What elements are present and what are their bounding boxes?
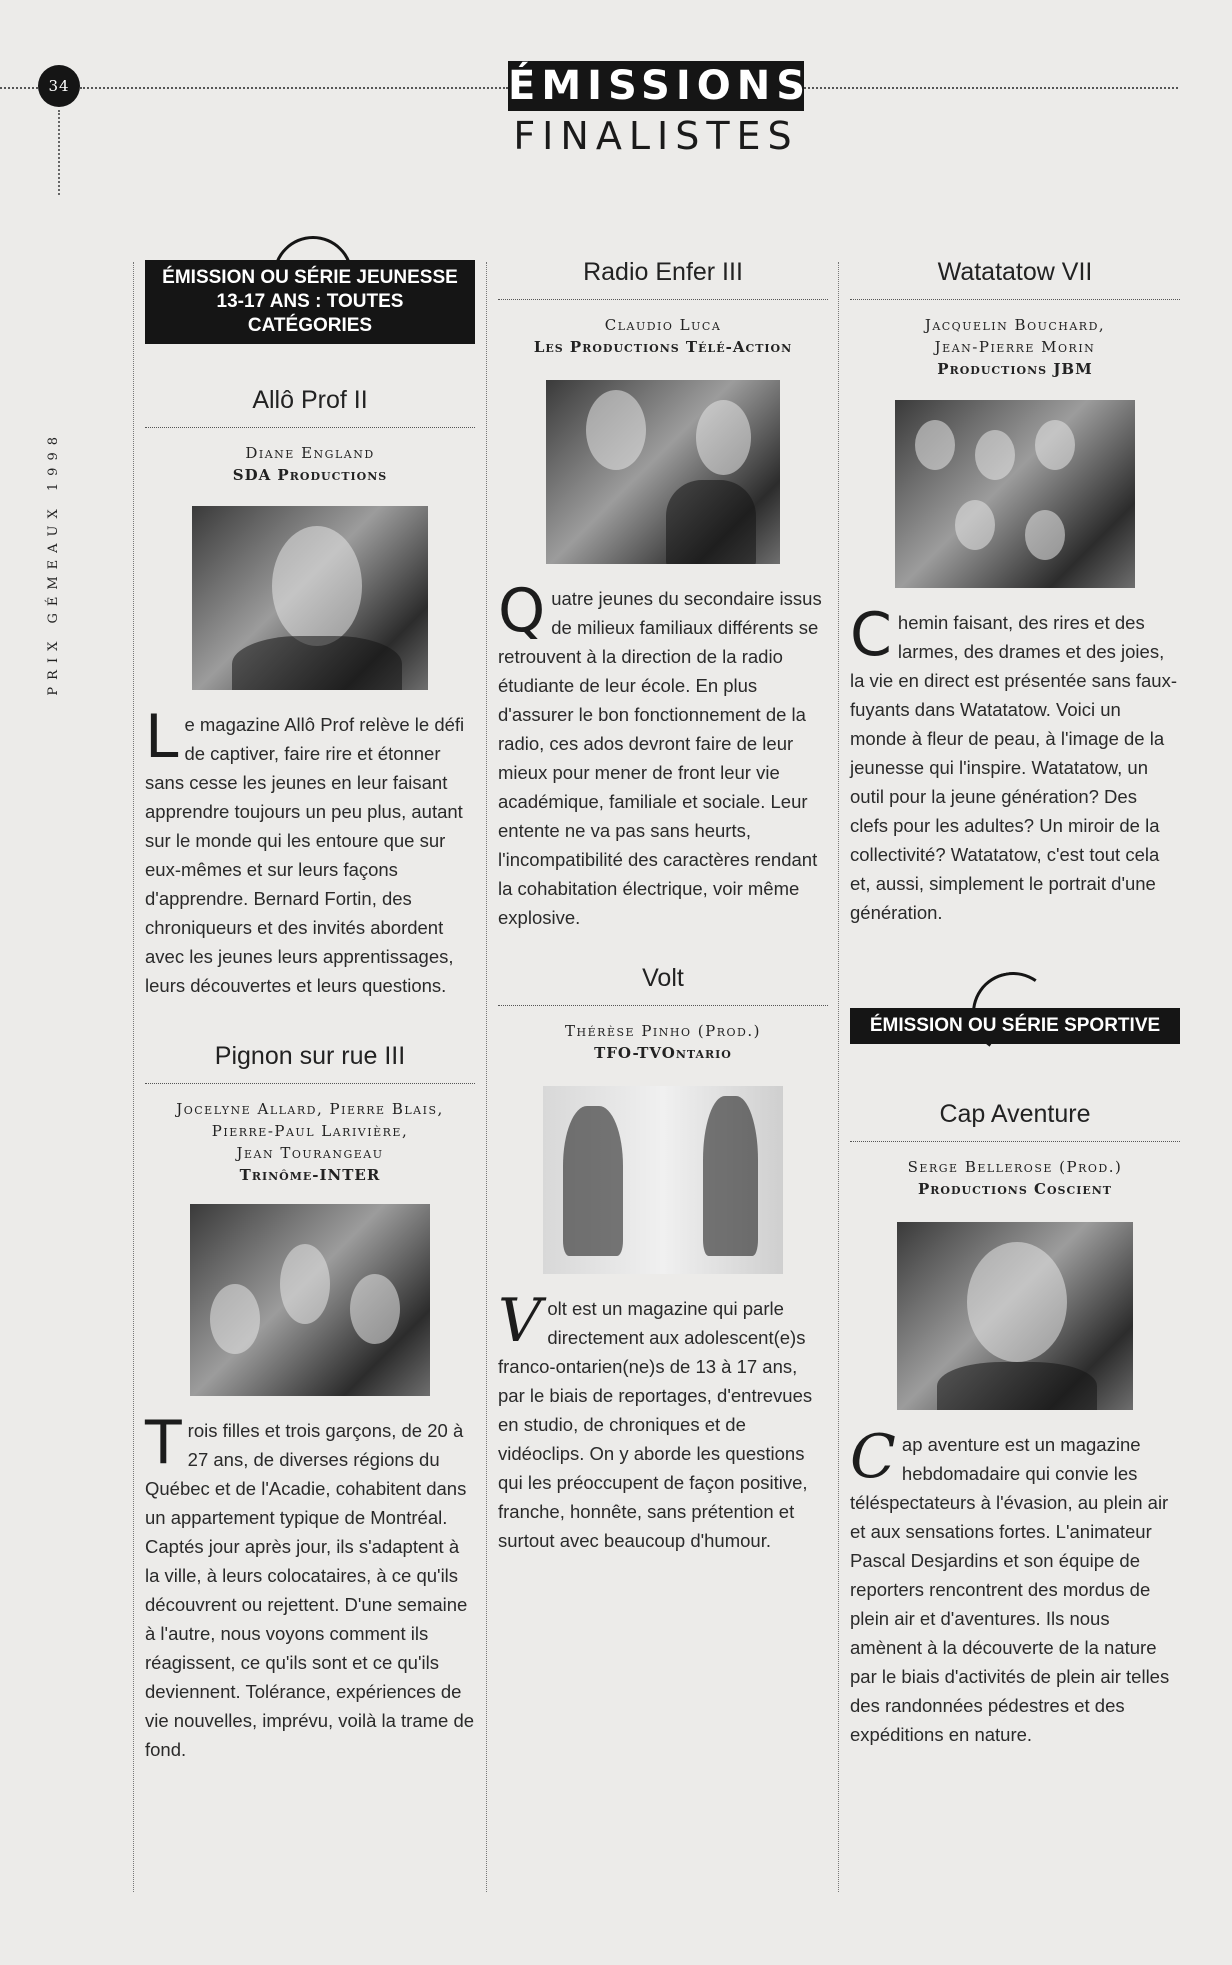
show-description xyxy=(145,1408,475,1764)
show-credits xyxy=(145,442,475,486)
drop-cap: Q xyxy=(498,576,546,646)
credit-line: Thérèse Pinho (Prod.) xyxy=(565,1022,761,1040)
show-photo xyxy=(190,1204,430,1396)
description-text: rois filles et trois garçons, de 20 à 27 ans, de diverses régions du Québec et de l'Acadie, cohabitent dans un appartement typique de Montréal. Captés jour après jour, ils s'adaptent à la ville, à leurs colocataires, à ce qu'ils découvrent ou rejettent. D'une semaine à l'autre, nous voyons comment ils réagissent, ce qu'ils sont et ce qu'ils deviennent. Tolérance, expériences de vie nouvelles, imprévu, voilà la trame de fond. xyxy=(145,1420,475,1760)
show-title: Volt xyxy=(498,964,828,1006)
column-rule-3 xyxy=(838,262,839,1892)
credit-line: Pierre-Paul Larivière, xyxy=(211,1122,409,1140)
header-rule-right xyxy=(804,87,1178,89)
column-1 xyxy=(145,230,475,1760)
description-text: uatre jeunes du secondaire issus de milieux familiaux différents se retrouvent à la direction de la radio étudiante de leur école. En plus d'assurer le bon fonctionnement de la radio, ces ados devront faire de leur mieux pour mener de front leur vie académique, familiale et sociale. Leur entente ne va pas sans heurts, l'incompatibilité des caractères rendant la cohabitation électrique, voir même explosive. xyxy=(498,588,822,928)
side-rule xyxy=(58,110,60,195)
drop-cap: V xyxy=(498,1286,542,1356)
show-description xyxy=(498,1286,828,1555)
show-credits xyxy=(498,1020,828,1064)
show-title: Allô Prof II xyxy=(145,386,475,428)
section-sportive xyxy=(850,988,1180,1044)
show-title: Watatatow VII xyxy=(850,258,1180,300)
show-cap-aventure xyxy=(850,1100,1180,1749)
category-jeunesse-line2: 13-17 ANS : TOUTES CATÉGORIES xyxy=(216,291,404,336)
drop-cap: L xyxy=(145,702,179,772)
show-title: Pignon sur rue III xyxy=(145,1042,475,1084)
show-credits xyxy=(145,1098,475,1186)
category-badge-jeunesse xyxy=(145,260,475,344)
show-title: Cap Aventure xyxy=(850,1100,1180,1142)
column-rule-2 xyxy=(486,262,487,1892)
drop-cap: T xyxy=(145,1408,182,1478)
show-photo xyxy=(895,400,1135,588)
page-title-finalistes: FINALISTES xyxy=(513,114,799,158)
show-photo xyxy=(546,380,780,564)
description-text: ap aventure est un magazine hebdomadaire qui convie les téléspectateurs à l'évasion, au plein air et aux sensations fortes. L'animateur Pascal Desjardins et son équipe de reporters rencontrent des mordus de plein air et d'aventures. Ils nous amènent à la découverte de la nature par le biais d'activités de plein air telles des randonnées pédestres et des expéditions en nature. xyxy=(850,1434,1170,1745)
show-credits xyxy=(850,1156,1180,1200)
show-credits xyxy=(498,314,828,358)
credit-line: Claudio Luca xyxy=(604,316,722,334)
credit-line: Jocelyne Allard, Pierre Blais, xyxy=(176,1100,444,1118)
side-label: PRIX GÉMEAUX 1998 xyxy=(46,430,61,696)
show-description xyxy=(498,576,828,932)
credit-line: Serge Bellerose (Prod.) xyxy=(907,1158,1123,1176)
category-badge-sportive: ÉMISSION OU SÉRIE SPORTIVE xyxy=(850,1008,1180,1044)
show-allo-prof xyxy=(145,386,475,1000)
drop-cap: C xyxy=(850,600,892,670)
show-photo xyxy=(192,506,428,690)
drop-cap: C xyxy=(850,1422,896,1492)
page-title-emissions: ÉMISSIONS xyxy=(508,63,812,109)
show-radio-enfer xyxy=(498,258,828,932)
header-rule-middle xyxy=(80,87,508,89)
credit-line: Jacquelin Bouchard, xyxy=(924,316,1106,334)
show-watatatow xyxy=(850,258,1180,927)
show-title: Radio Enfer III xyxy=(498,258,828,300)
producer: Les Productions Télé-Action xyxy=(533,338,793,356)
description-text: hemin faisant, des rires et des larmes, des drames et des joies, la vie en direct est présentée sans faux-fuyants dans Watatatow. Voici un monde à fleur de peau, à l'image de la jeunesse qui l'inspire. Watatatow, un outil pour la jeune génération? Des clefs pour les adultes? Un miroir de la collectivité? Watatatow, c'est tout cela et, aussi, simplement le portrait d'une génération. xyxy=(850,612,1178,923)
show-photo xyxy=(543,1086,783,1274)
description-text: e magazine Allô Prof relève le défi de captiver, faire rire et étonner sans cesse les jeunes en leur faisant apprendre toujours un peu plus, autant sur le monde qui les entoure que sur eux-mêmes et sur leurs façons d'apprendre. Bernard Fortin, des chroniqueurs et des invités abordent avec les jeunes leurs apprentissages, leurs découvertes et leurs questions. xyxy=(145,714,465,996)
producer: SDA Productions xyxy=(232,466,388,484)
show-pignon xyxy=(145,1042,475,1764)
producer: Productions JBM xyxy=(937,360,1093,378)
column-3 xyxy=(850,258,1180,1745)
description-text: olt est un magazine qui parle directement aux adolescent(e)s franco-ontarien(ne)s de 13 à 17 ans, par le biais de reportages, d'entrevues en studio, de chroniques et de vidéoclips. On y aborde les questions qui les préoccupent de façon positive, franche, honnête, sans prétention et surtout avec beaucoup d'humour. xyxy=(498,1298,813,1551)
show-description xyxy=(145,702,475,1000)
show-photo xyxy=(897,1222,1133,1410)
credit-line: Jean-Pierre Morin xyxy=(934,338,1096,356)
producer: Productions Coscient xyxy=(917,1180,1112,1198)
credit-line: Diane England xyxy=(245,444,375,462)
producer: Trinôme-INTER xyxy=(239,1166,381,1184)
category-jeunesse-line1: ÉMISSION OU SÉRIE JEUNESSE xyxy=(162,267,458,288)
show-volt xyxy=(498,964,828,1555)
producer: TFO-TVOntario xyxy=(594,1044,732,1062)
header-rule-left xyxy=(0,87,38,89)
show-description xyxy=(850,600,1180,927)
page-number: 34 xyxy=(38,65,80,107)
column-rule-1 xyxy=(133,262,134,1892)
show-credits xyxy=(850,314,1180,380)
show-description xyxy=(850,1422,1180,1749)
credit-line: Jean Tourangeau xyxy=(236,1144,384,1162)
column-2 xyxy=(498,258,828,1551)
